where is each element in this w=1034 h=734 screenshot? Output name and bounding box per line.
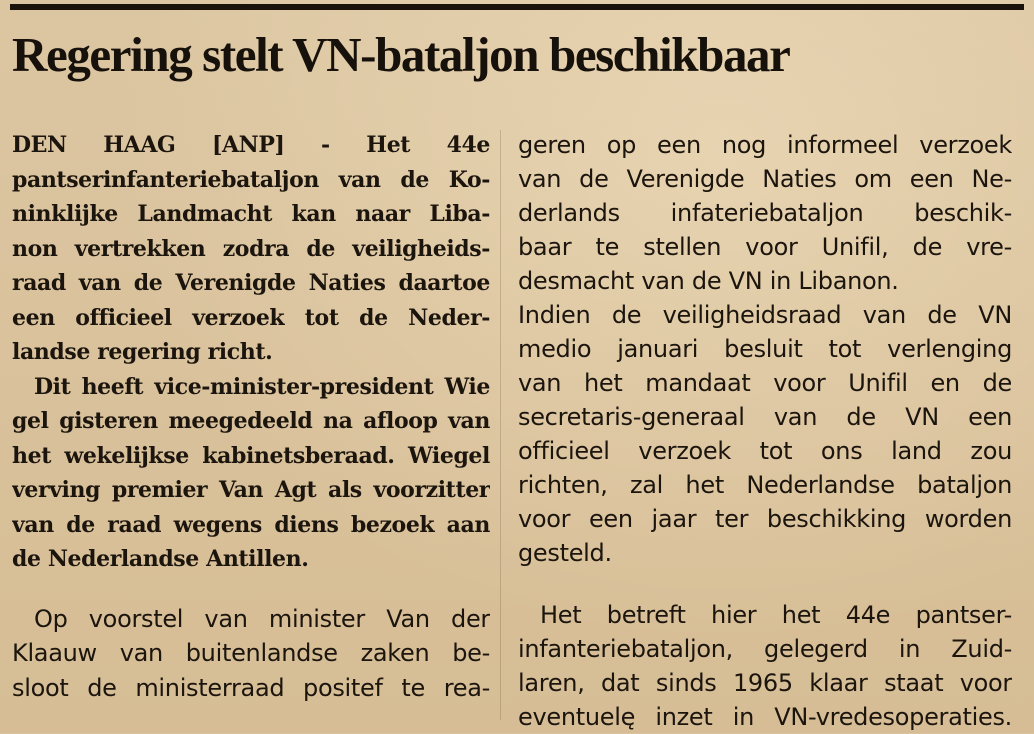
text-line: secretaris-generaal van de VN een xyxy=(518,403,1012,431)
text-line: desmacht van de VN in Libanon. xyxy=(518,267,899,295)
text-line: van het mandaat voor Unifil en de xyxy=(518,369,1012,397)
text-line: medio januari besluit tot verlenging xyxy=(518,335,1012,363)
text-line: Op voorstel van minister Van der xyxy=(34,604,490,633)
headline: Regering stelt VN-bataljon beschikbaar xyxy=(12,27,790,82)
text-line: baar te stellen voor Unifil, de vre- xyxy=(518,233,1012,261)
text-line: DEN HAAG [ANP] - Het 44e xyxy=(12,132,490,158)
paragraph xyxy=(12,128,490,370)
text-line: officieel verzoek tot ons land zou xyxy=(518,437,1012,465)
paragraph xyxy=(12,370,490,577)
top-rule xyxy=(10,4,1024,10)
text-line: raad van de Verenigde Naties daartoe xyxy=(12,270,490,296)
text-line: laren, dat sinds 1965 klaar staat voor xyxy=(518,669,1012,697)
text-line: Indien de veiligheidsraad van de VN xyxy=(518,301,1012,329)
text-line: richten, zal het Nederlandse bataljon xyxy=(518,471,1012,499)
text-line: de Nederlandse Antillen. xyxy=(12,546,309,572)
text-line: landse regering richt. xyxy=(12,339,273,365)
text-line: het wekelijkse kabinetsberaad. Wiegel xyxy=(12,442,490,469)
right-column xyxy=(518,128,1012,734)
text-line: gel gisteren meegedeeld na afloop van xyxy=(12,408,490,434)
text-line: ninklijke Landmacht kan naar Liba- xyxy=(12,201,490,227)
text-line: Klaauw van buitenlandse zaken be- xyxy=(12,639,490,667)
text-line: derlands infateriebataljon beschik- xyxy=(518,199,1012,227)
paragraph xyxy=(518,128,1012,570)
paragraph xyxy=(12,602,490,706)
text-line: van de raad wegens diens bezoek aan xyxy=(12,511,490,538)
paragraph xyxy=(518,598,1012,734)
text-line: verving premier Van Agt als voorzitter xyxy=(12,477,490,503)
text-line: Het betreft hier het 44e pantser- xyxy=(540,601,1012,629)
left-column xyxy=(12,128,490,705)
text-line: een officieel verzoek tot de Neder- xyxy=(12,304,490,331)
text-line: pantserinfanteriebataljon van de Ko- xyxy=(12,166,490,193)
text-line: Dit heeft vice-minister-president Wie xyxy=(34,373,490,400)
text-line: infanteriebataljon, gelegerd in Zuid- xyxy=(518,635,1012,663)
column-divider xyxy=(500,130,501,720)
text-line: non vertrekken zodra de veiligheids- xyxy=(12,235,490,262)
text-line: van de Verenigde Naties om een Ne- xyxy=(518,165,1012,193)
text-line: eventuelę inzet in VN-vredesoperaties. xyxy=(518,703,1012,731)
text-line: geren op een nog informeel verzoek xyxy=(518,131,1012,159)
text-line: sloot de ministerraad positef te rea- xyxy=(12,673,490,702)
text-line: voor een jaar ter beschikking worden xyxy=(518,505,1012,533)
text-line: gesteld. xyxy=(518,539,612,567)
